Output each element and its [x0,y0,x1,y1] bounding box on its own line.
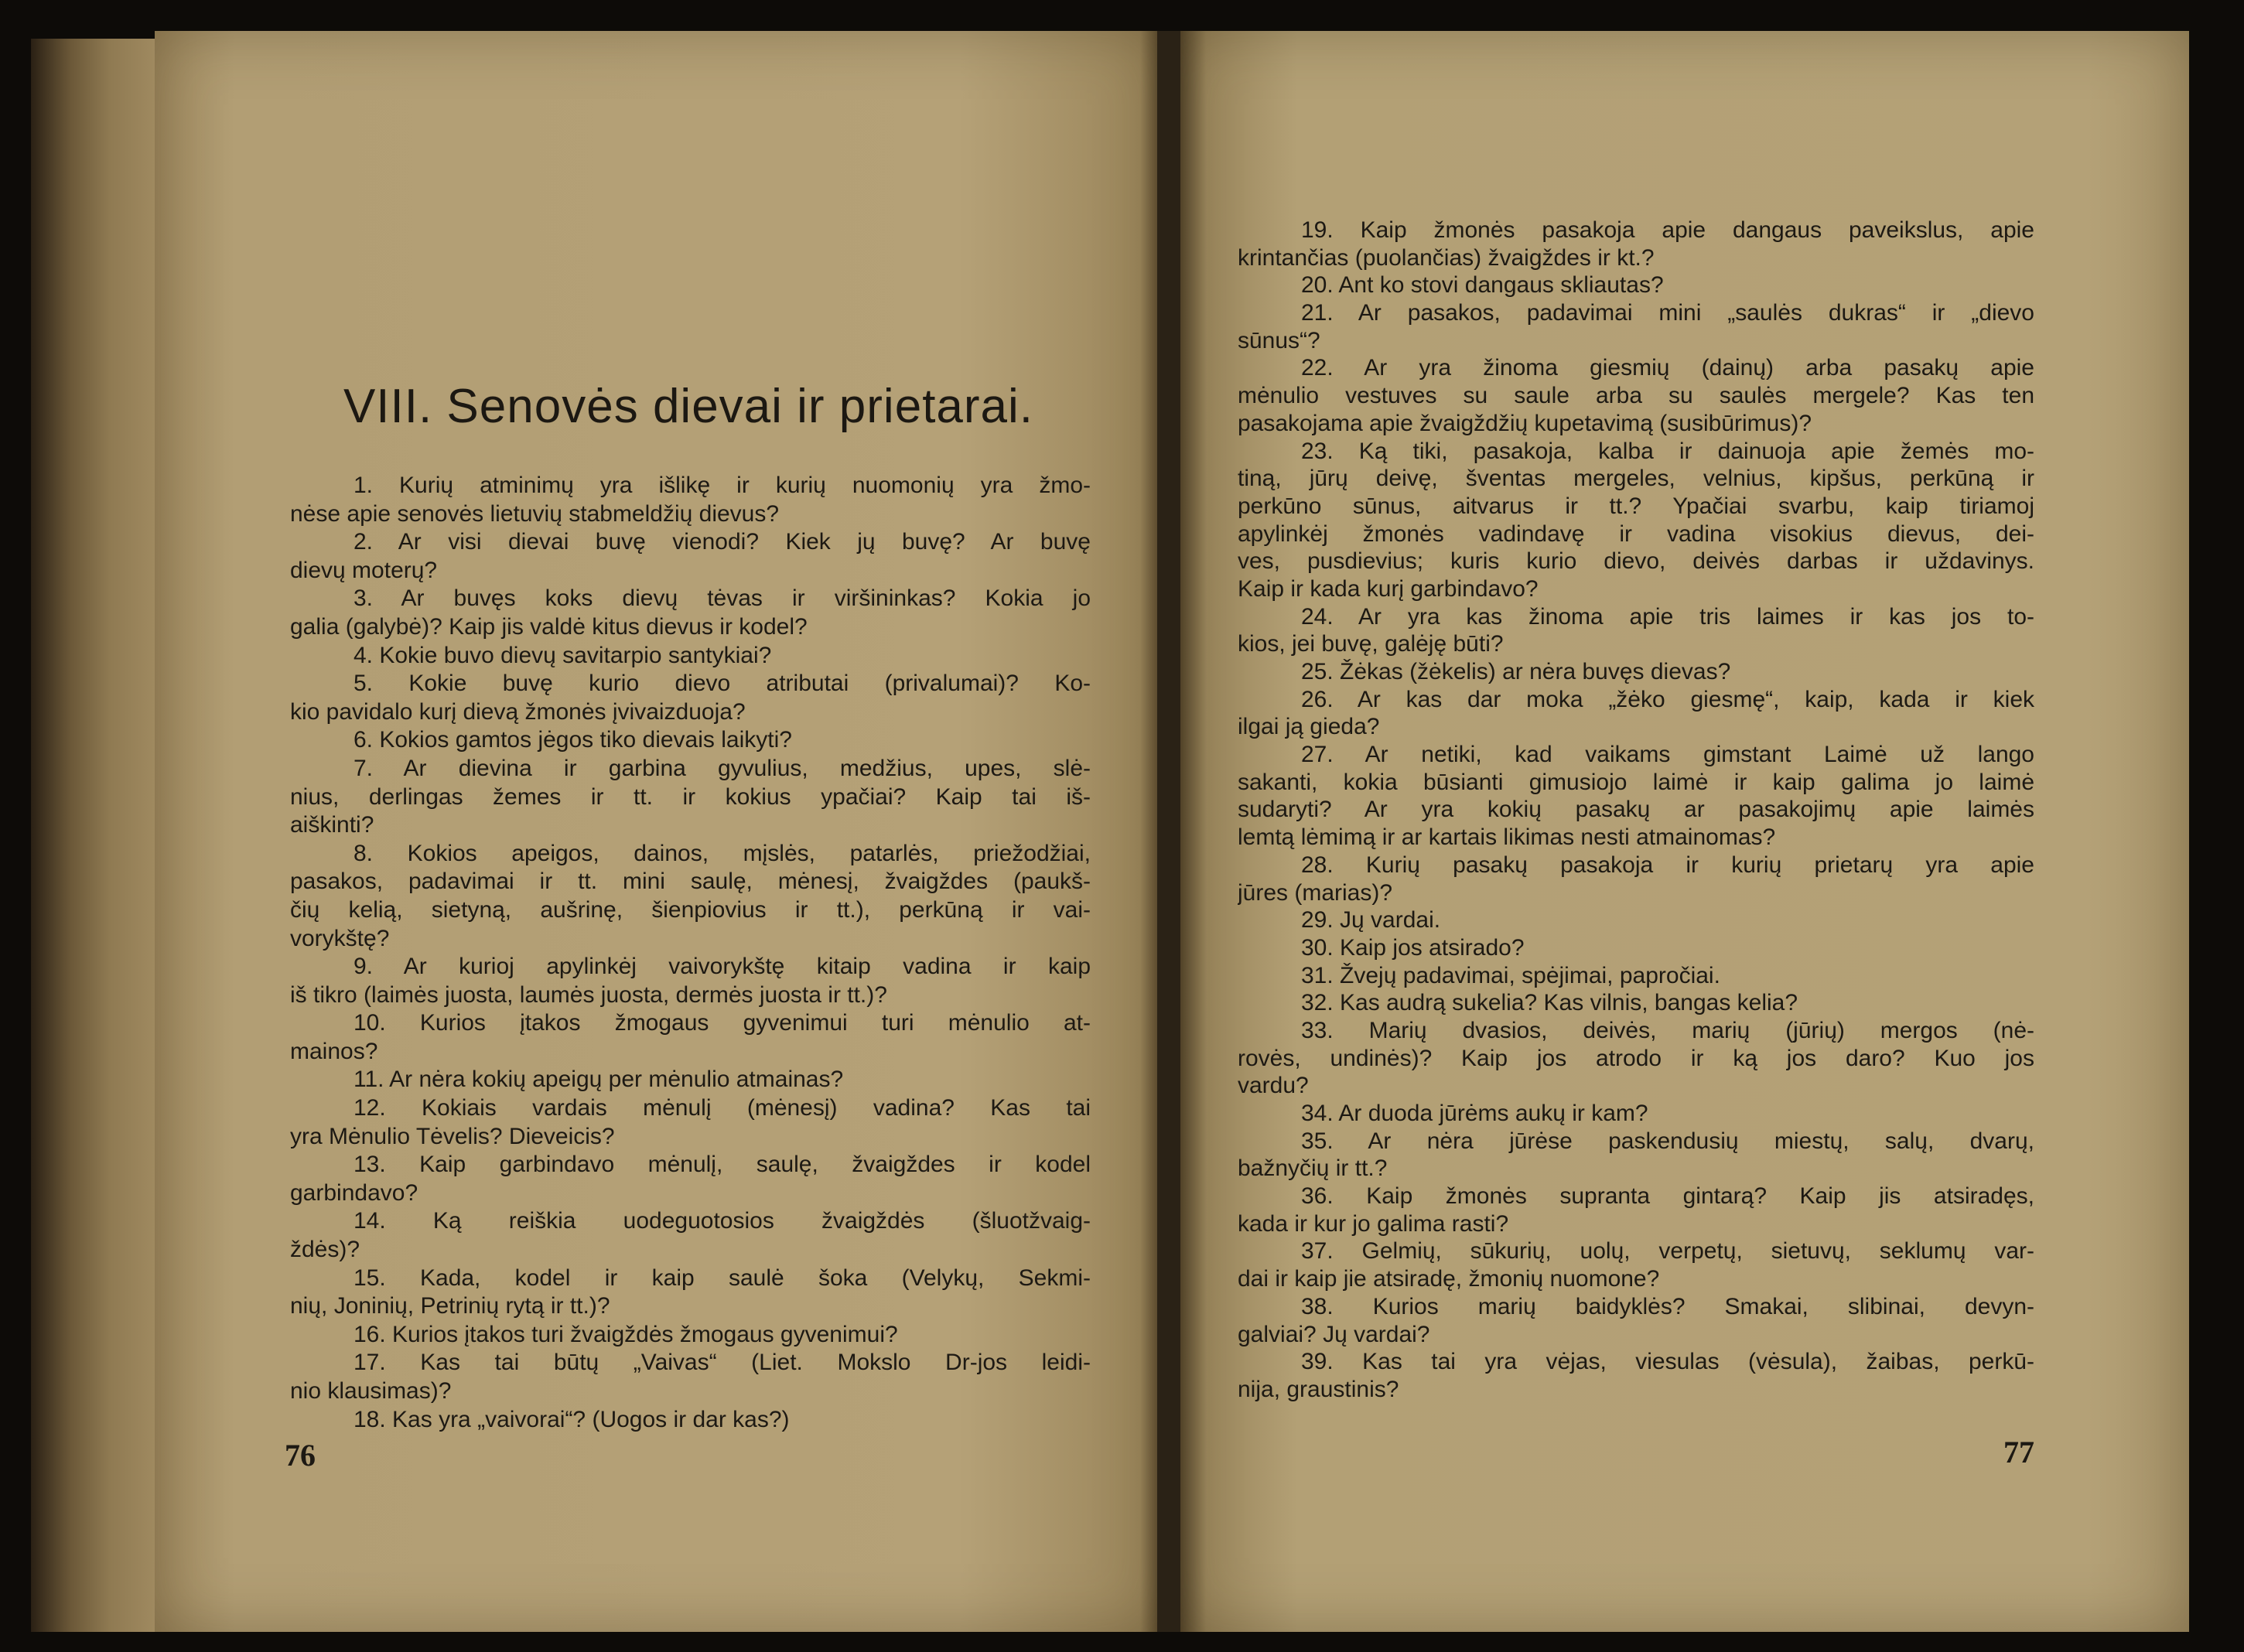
text-line: 37. Gelmių, sūkurių, uolų, verpetų, sietuvų, seklumų var- [1301,1238,2034,1265]
text-line: 17. Kas tai būtų „Vaivas“ (Liet. Mokslo Dr-jos leidi- [354,1350,1091,1376]
text-line: mainos? [290,1038,378,1064]
text-line: 26. Ar kas dar moka „žėko giesmę“, kaip, kada ir kiek [1301,686,2034,712]
text-line: vardu? [1238,1073,1309,1099]
text-line: tiną, jūrų deivę, šventas mergeles, velnius, kipšus, perkūną ir [1238,466,2034,492]
text-line: 12. Kokiais vardais mėnulį (mėnesį) vadina? Kas tai [354,1095,1091,1121]
text-line: pasakos, padavimai ir tt. mini saulę, mėnesį, žvaigždes (paukš- [290,869,1091,895]
text-line: 29. Jų vardai. [1301,907,1441,934]
text-line: galviai? Jų vardai? [1238,1321,1430,1347]
text-line: 1. Kurių atminimų yra išlikę ir kurių nuomonių yra žmo- [354,473,1091,498]
question-item [290,755,1091,840]
page-number-right: 77 [2003,1435,2034,1469]
text-line: 10. Kurios įtakos žmogaus gyvenimui turi mėnulio at- [354,1010,1091,1036]
text-line: sakanti, kokia būsianti gimusiojo laimė ir kaip galima jo laimė [1238,769,2034,795]
text-line: nija, graustinis? [1238,1376,1399,1402]
question-item [290,528,1091,585]
book-spine [1157,31,1180,1632]
text-line: 25. Žėkas (žėkelis) ar nėra buvęs dievas? [1301,659,1731,684]
right-page-questions [1238,217,2034,1404]
question-item [290,472,1091,528]
question-item [290,1406,1091,1435]
question-item [1238,1183,2034,1237]
question-item [290,1009,1091,1066]
text-line: garbindavo? [290,1179,418,1206]
text-line: vorykštę? [290,925,390,951]
question-item [290,1151,1091,1207]
question-item [290,1349,1091,1405]
text-line: čių kelią, sietyną, aušrinę, šienpiovius ir tt.), perkūną ir vai- [290,896,1091,923]
question-item [290,1321,1091,1350]
text-line: dievų moterų? [290,557,438,583]
book-page-edges [31,39,162,1632]
page-number-left: 76 [285,1438,316,1473]
text-line: 20. Ant ko stovi dangaus skliautas? [1301,272,1664,299]
question-item [290,840,1091,953]
text-line: 23. Ką tiki, pasakoja, kalba ir dainuoja apie žemės mo- [1301,438,2034,464]
question-item [1238,1237,2034,1292]
text-line: 33. Marių dvasios, deivės, marių (jūrių) mergos (nė- [1301,1017,2034,1043]
text-line: sudaryti? Ar yra kokių pasakų ar pasakojimų apie laimės [1238,797,2034,823]
text-line: 28. Kurių pasakų pasakoja ir kurių prietarų yra apie [1301,852,2034,878]
text-line: kios, jei buvę, galėję būti? [1238,631,1504,657]
question-item [1238,1017,2034,1100]
question-item [1238,934,2034,962]
text-line: 6. Kokios gamtos jėgos tiko dievais laikyti? [354,727,792,753]
question-item [1238,217,2034,271]
text-line: iš tikro (laimės juosta, laumės juosta, dermės juosta ir tt.)? [290,981,887,1008]
question-item [1238,438,2034,603]
text-line: pasakojama apie žvaigždžių kupetavimą (susibūrimus)? [1238,410,1812,436]
text-line: 3. Ar buvęs koks dievų tėvas ir viršininkas? Kokia jo [354,585,1091,612]
question-item [290,1094,1091,1151]
chapter-title: VIII. Senovės dievai ir prietarai. [343,380,1034,433]
text-line: mėnulio vestuves su saule arba su saulės mergele? Kas ten [1238,383,2034,409]
question-item [1238,962,2034,990]
question-item [1238,299,2034,354]
text-line: 5. Kokie buvę kurio dievo atributai (privalumai)? Ko- [354,671,1091,697]
question-item [1238,1348,2034,1403]
text-line: 27. Ar netiki, kad vaikams gimstant Laimė už lango [1301,742,2034,768]
text-line: galia (galybė)? Kaip jis valdė kitus dievus ir kodel? [290,613,808,640]
text-line: 21. Ar pasakos, padavimai mini „saulės dukras“ ir „dievo [1301,300,2034,326]
text-line: 24. Ar yra kas žinoma apie tris laimes ir kas jos to- [1301,603,2034,630]
question-item [1238,906,2034,934]
question-item [1238,1100,2034,1128]
question-item [290,1207,1091,1264]
question-item [290,1066,1091,1094]
text-line: 7. Ar dievina ir garbina gyvulius, medžius, upes, slė- [354,755,1091,781]
text-line: nius, derlingas žemes ir tt. ir kokius ypačiai? Kaip tai iš- [290,783,1091,810]
text-line: nių, Joninių, Petrinių rytą ir tt.)? [290,1293,610,1319]
text-line: apylinkėj žmonės vadindavę ir vadina visokius dievus, dei- [1238,521,2034,547]
text-line: 19. Kaip žmonės pasakoja apie dangaus paveikslus, apie [1301,217,2034,243]
text-line: 4. Kokie buvo dievų savitarpio santykiai? [354,642,772,668]
question-item [290,726,1091,755]
text-line: 16. Kurios įtakos turi žvaigždės žmogaus gyvenimui? [354,1321,898,1347]
text-line: 8. Kokios apeigos, dainos, mįslės, patarlės, priežodžiai, [354,840,1091,866]
text-line: 13. Kaip garbindavo mėnulį, saulę, žvaigždes ir kodel [354,1152,1091,1178]
text-line: Kaip ir kada kurį garbindavo? [1238,575,1539,602]
text-line: 22. Ar yra žinoma giesmių (dainų) arba pasakų apie [1301,355,2034,381]
question-item [1238,989,2034,1017]
text-line: 11. Ar nėra kokių apeigų per mėnulio atmainas? [354,1067,844,1093]
text-line: ždės)? [290,1237,360,1263]
question-item [1238,271,2034,299]
question-item [1238,852,2034,906]
text-line: jūres (marias)? [1238,879,1393,906]
text-line: sūnus“? [1238,327,1320,353]
text-line: rovės, undinės)? Kaip jos atrodo ir ką jos daro? Kuo jos [1238,1045,2034,1071]
text-line: yra Mėnulio Tėvelis? Dieveicis? [290,1123,615,1149]
question-item [1238,1128,2034,1183]
text-line: nio klausimas)? [290,1378,452,1404]
question-item [1238,658,2034,686]
text-line: 14. Ką reiškia uodeguotosios žvaigždės (šluotžvaig- [354,1208,1091,1234]
left-page-questions [290,472,1091,1434]
text-line: krintančias (puolančias) žvaigždes ir kt.? [1238,244,1655,271]
question-item [1238,741,2034,852]
text-line: 38. Kurios marių baidyklės? Smakai, slibinai, devyn- [1301,1293,2034,1319]
text-line: 9. Ar kurioj apylinkėj vaivorykštę kitaip vadina ir kaip [354,954,1091,980]
text-line: bažnyčių ir tt.? [1238,1155,1388,1182]
question-item [290,670,1091,726]
text-line: kio pavidalo kurį dievą žmonės įvivaizduoja? [290,698,746,725]
question-item [290,585,1091,641]
text-line: lemtą lėmimą ir ar kartais likimas nesti atmainomas? [1238,824,1776,851]
text-line: 39. Kas tai yra vėjas, viesulas (vėsula), žaibas, perkū- [1301,1349,2034,1375]
question-item [1238,686,2034,741]
text-line: 30. Kaip jos atsirado? [1301,934,1525,961]
question-item [1238,603,2034,658]
text-line: 32. Kas audrą sukelia? Kas vilnis, bangas kelia? [1301,990,1798,1016]
question-item [290,642,1091,671]
text-line: 15. Kada, kodel ir kaip saulė šoka (Velykų, Sekmi- [354,1265,1091,1291]
text-line: aiškinti? [290,812,374,838]
text-line: 2. Ar visi dievai buvę vienodi? Kiek jų buvę? Ar buvę [354,529,1091,555]
question-item [1238,354,2034,437]
question-item [290,1265,1091,1321]
text-line: ves, pusdievius; kuris kurio dievo, deivės darbas ir uždavinys. [1238,548,2034,575]
text-line: 36. Kaip žmonės supranta gintarą? Kaip jis atsiradęs, [1301,1183,2034,1210]
text-line: 35. Ar nėra jūrėse paskendusių miestų, salų, dvarų, [1301,1128,2034,1154]
text-line: nėse apie senovės lietuvių stabmeldžių dievus? [290,500,780,527]
text-line: perkūno sūnus, aitvarus ir tt.? Ypačiai svarbu, kaip tiriamoj [1238,493,2034,519]
text-line: ilgai ją gieda? [1238,714,1380,740]
question-item [290,953,1091,1009]
text-line: 31. Žvejų padavimai, spėjimai, papročiai. [1301,962,1720,988]
text-line: 18. Kas yra „vaivorai“? (Uogos ir dar kas?) [354,1406,790,1432]
text-line: kada ir kur jo galima rasti? [1238,1210,1509,1237]
text-line: 34. Ar duoda jūrėms aukų ir kam? [1301,1101,1648,1126]
question-item [1238,1293,2034,1348]
text-line: dai ir kaip jie atsiradę, žmonių nuomone? [1238,1266,1660,1292]
